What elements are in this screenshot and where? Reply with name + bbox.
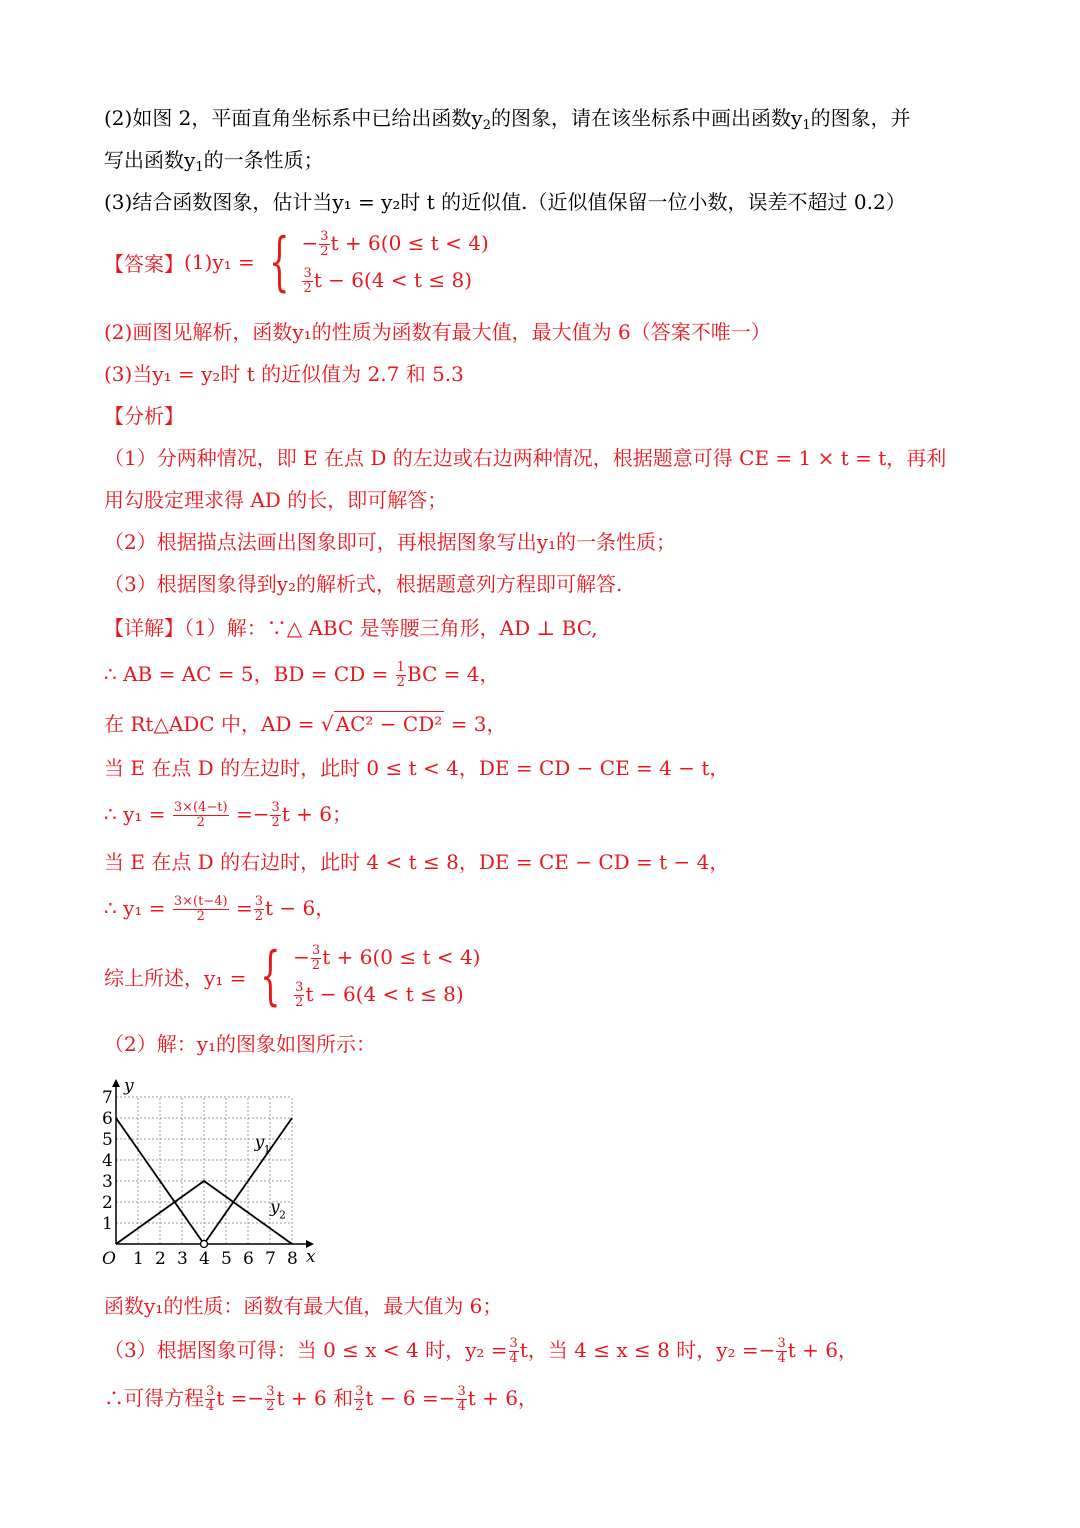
denominator: 4 — [457, 1399, 466, 1414]
denominator: 2 — [320, 244, 329, 259]
numerator: 3 — [271, 800, 280, 815]
denominator: 2 — [271, 815, 280, 830]
denominator: 4 — [509, 1351, 518, 1366]
text: ∴ y₁ = — [104, 896, 166, 920]
question-2-line1 — [104, 104, 911, 140]
detail-2 — [104, 660, 500, 690]
detail-1 — [104, 614, 598, 642]
text: 的图象，并 — [810, 106, 911, 130]
part2-intro: （2）解：y₁的图象如图所示： — [104, 1032, 377, 1056]
text: ∴可得方程 — [104, 1386, 204, 1410]
text: t + 6， — [787, 1338, 858, 1362]
numerator: 3 — [509, 1336, 518, 1351]
denominator: 2 — [254, 909, 263, 924]
text: t − 6(4 < t ≤ 8) — [305, 982, 464, 1006]
detail-label: 【详解】 — [104, 616, 184, 640]
numerator: 3×(t−4) — [173, 894, 228, 909]
fraction — [311, 944, 321, 973]
fraction — [294, 981, 304, 1010]
answer-label: 【答案】 — [104, 251, 184, 276]
property-line: 函数y₁的性质：函数有最大值，最大值为 6； — [104, 1294, 503, 1318]
y-tick-label: 5 — [102, 1130, 113, 1150]
series-label-y2: y — [270, 1197, 280, 1218]
numerator: 3 — [355, 1384, 364, 1399]
x-tick-label: 8 — [287, 1249, 298, 1269]
subscript: 1 — [802, 118, 811, 133]
analysis-1a: （1）分两种情况，即 E 在点 D 的左边或右边两种情况，根据题意可得 CE = 1 × t = t，再利 — [104, 446, 947, 470]
part3-line — [104, 1336, 858, 1366]
analysis-label: 【分析】 — [104, 404, 184, 428]
denominator: 4 — [206, 1399, 215, 1414]
denominator: 2 — [295, 995, 304, 1010]
denominator: 2 — [303, 281, 312, 296]
numerator: 1 — [396, 660, 405, 675]
analysis-2: （2）根据描点法画出图象即可，再根据图象写出y₁的一条性质； — [104, 530, 677, 554]
detail-7 — [104, 894, 335, 924]
fraction — [270, 801, 280, 830]
y-tick-label: 2 — [102, 1193, 113, 1213]
x-axis-label: x — [306, 1247, 316, 1267]
minus: − — [301, 231, 319, 255]
subscript: 2 — [482, 118, 491, 133]
left-brace-icon: { — [268, 225, 290, 299]
x-tick-label: 7 — [265, 1249, 276, 1269]
y-axis-arrow-icon — [112, 1079, 120, 1087]
text: ∴ y₁ = — [104, 802, 166, 826]
text: BC = 4， — [406, 662, 500, 686]
text: t − 6(4 < t ≤ 8) — [313, 268, 473, 292]
denominator: 2 — [196, 909, 205, 924]
numerator: 3×(4−t) — [173, 800, 228, 815]
open-point-marker — [201, 1241, 208, 1248]
answer-3: (3)当y₁ = y₂时 t 的近似值为 2.7 和 5.3 — [104, 362, 464, 386]
text: t + 6(0 ≤ t < 4) — [322, 945, 481, 969]
series-label-y1-sub: 1 — [263, 1143, 271, 1157]
fraction — [509, 1337, 519, 1366]
subscript: 1 — [195, 160, 204, 175]
case-1 — [301, 228, 488, 259]
text: t + 6， — [467, 1386, 538, 1410]
y-tick-label: 6 — [102, 1109, 113, 1129]
denominator: 2 — [396, 675, 405, 690]
text: t，当 4 ≤ x ≤ 8 时，y₂ =− — [519, 1338, 776, 1362]
text: = 3， — [444, 712, 507, 736]
text: t − 6， — [264, 896, 336, 920]
y-tick-label: 1 — [102, 1214, 113, 1234]
text: t − 6 =− — [365, 1386, 456, 1410]
equation-line — [104, 1384, 538, 1414]
text: t =− — [216, 1386, 265, 1410]
piecewise-cases — [293, 942, 480, 1010]
text: （1）解：∵△ ABC 是等腰三角形，AD ⊥ BC, — [184, 616, 598, 640]
x-tick-label: 1 — [133, 1249, 144, 1269]
case-2 — [293, 979, 480, 1010]
piecewise-cases — [301, 228, 488, 296]
series-label-y2-sub: 2 — [279, 1208, 286, 1222]
y-axis-label: y — [124, 1076, 134, 1096]
text: t + 6； — [281, 802, 352, 826]
radicand: AC² − CD² — [335, 712, 443, 736]
left-brace-icon: { — [260, 939, 281, 1013]
question-2-line2 — [104, 146, 324, 182]
fraction — [173, 895, 229, 924]
detail-4: 当 E 在点 D 的左边时，此时 0 ≤ t < 4，DE = CD − CE = 4 − t， — [104, 756, 730, 780]
detail-3 — [104, 710, 506, 738]
fraction — [396, 661, 406, 690]
denominator: 2 — [355, 1399, 364, 1414]
text: 写出函数y — [104, 148, 196, 172]
case-1 — [293, 942, 480, 973]
numerator: 3 — [311, 943, 321, 958]
numerator: 3 — [206, 1384, 215, 1399]
x-tick-label: 4 — [199, 1249, 210, 1269]
y-tick-label: 3 — [102, 1172, 113, 1192]
text: 的图象，请在该坐标系中画出函数y — [491, 106, 803, 130]
denominator: 2 — [311, 958, 321, 973]
x-tick-label: 5 — [221, 1249, 232, 1269]
text: 的一条性质； — [203, 148, 324, 172]
numerator: 3 — [777, 1336, 786, 1351]
question-3: (3)结合函数图象，估计当y₁ = y₂时 t 的近似值.（近似值保留一位小数，误差不超过 0.2） — [104, 190, 906, 214]
analysis-1b: 用勾股定理求得 AD 的长，即可解答； — [104, 488, 448, 512]
y-tick-label: 7 — [102, 1088, 113, 1108]
origin-label: O — [102, 1249, 116, 1269]
fraction — [319, 230, 329, 259]
answer-1 — [104, 225, 489, 299]
text: （3）根据图象可得：当 0 ≤ x < 4 时，y₂ = — [104, 1338, 508, 1362]
case-2 — [301, 265, 488, 296]
fraction — [354, 1385, 364, 1414]
denominator: 2 — [266, 1399, 275, 1414]
summary-prefix: 综上所述，y₁ = — [104, 965, 247, 990]
fraction — [254, 895, 264, 924]
x-tick-label: 2 — [155, 1249, 166, 1269]
analysis-3: （3）根据图象得到y₂的解析式，根据题意列方程即可解答. — [104, 572, 623, 596]
x-tick-label: 6 — [243, 1249, 254, 1269]
detail-6: 当 E 在点 D 的右边时，此时 4 < t ≤ 8，DE = CE − CD = t − 4， — [104, 850, 730, 874]
denominator: 2 — [196, 815, 205, 830]
function-graph — [96, 1064, 336, 1276]
text: =− — [235, 802, 270, 826]
fraction — [173, 801, 229, 830]
fraction — [302, 267, 312, 296]
numerator: 3 — [254, 894, 263, 909]
minus: − — [293, 945, 310, 969]
fraction — [205, 1385, 215, 1414]
text: t + 6(0 ≤ t < 4) — [330, 231, 489, 255]
fraction — [456, 1385, 466, 1414]
text: ∴ AB = AC = 5，BD = CD = — [104, 662, 389, 686]
text: (2)如图 2，平面直角坐标系中已给出函数y — [104, 106, 483, 130]
fraction — [776, 1337, 786, 1366]
numerator: 3 — [303, 266, 312, 281]
text: = — [235, 896, 253, 920]
answer-prefix: (1)y₁ = — [184, 250, 255, 274]
x-tick-label: 3 — [177, 1249, 188, 1269]
summary — [104, 939, 481, 1013]
numerator: 3 — [266, 1384, 275, 1399]
detail-5 — [104, 800, 352, 830]
denominator: 4 — [777, 1351, 786, 1366]
series-label-y1: y — [254, 1132, 265, 1153]
text: 在 Rt△ADC 中，AD = √ — [104, 712, 334, 736]
answer-2: (2)画图见解析，函数y₁的性质为函数有最大值，最大值为 6（答案不唯一） — [104, 320, 771, 344]
numerator: 3 — [320, 229, 329, 244]
fraction — [265, 1385, 275, 1414]
y-tick-label: 4 — [102, 1151, 113, 1171]
text: t + 6 和 — [276, 1386, 354, 1410]
numerator: 3 — [295, 980, 304, 995]
numerator: 3 — [457, 1384, 466, 1399]
